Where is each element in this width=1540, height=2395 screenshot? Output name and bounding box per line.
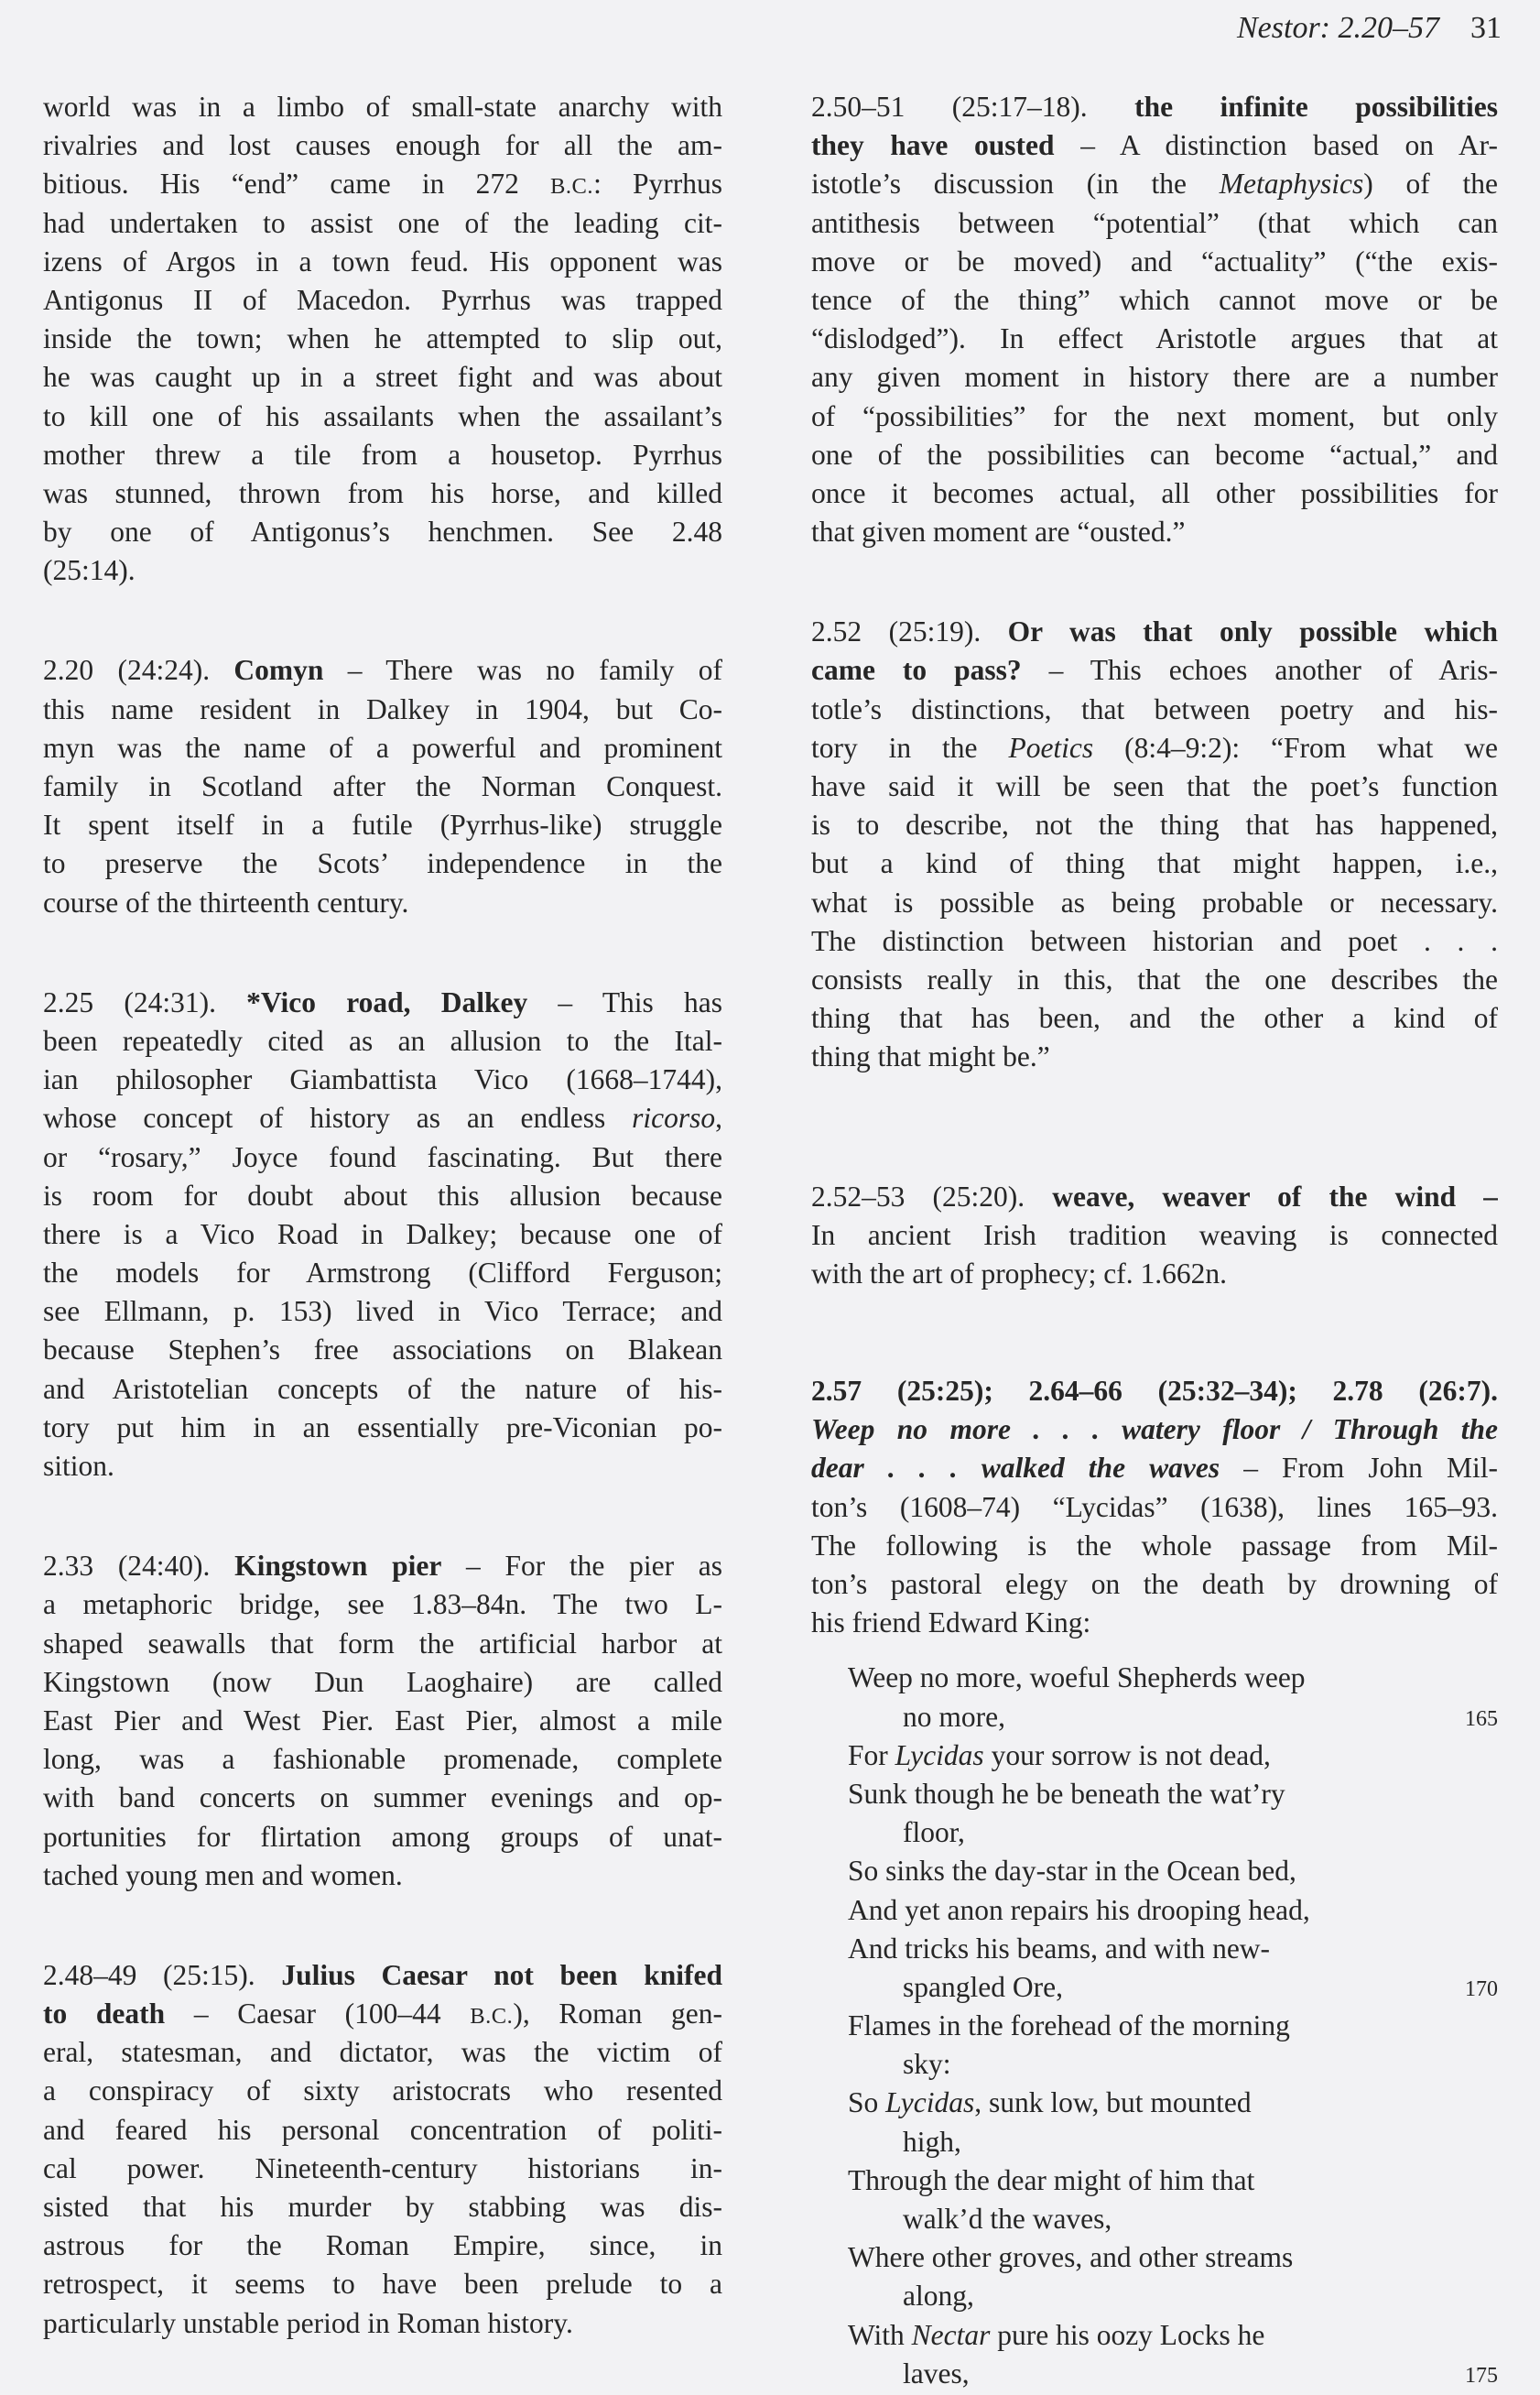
text-line: have said it will be seen that the poet’s function [811, 770, 1498, 802]
note-lemma: Comyn [233, 654, 324, 687]
poem-line [811, 1775, 1498, 1813]
italic-term: ricorso [632, 1102, 716, 1135]
poem-line-number: 165 [1465, 1706, 1498, 1731]
poem-line [811, 2084, 1498, 2122]
text-line: a conspiracy of sixty aristocrats who resented [43, 2074, 722, 2107]
text-run: – There was no family of [323, 654, 722, 687]
poem-line [811, 1891, 1498, 1930]
text-run: whose concept of history as an endless [43, 1102, 633, 1135]
text-line: tached young men and women. [43, 1858, 403, 1891]
text-line: his friend Edward King: [811, 1606, 1091, 1639]
text-line: sition. [43, 1450, 114, 1482]
text-run: sky: [903, 2048, 951, 2081]
text-line: totle’s distinctions, that between poetry and his- [811, 692, 1498, 725]
text-run: : Pyrrhus [593, 168, 722, 201]
running-head [1237, 5, 1502, 51]
text-run: – Caesar (100–44 [165, 1998, 471, 2030]
note-lemma-continued: to death [43, 1998, 166, 2030]
note-entry-lycidas [811, 1372, 1498, 1642]
small-caps-era: B.C. [550, 174, 594, 200]
text-line: any given moment in history there are a number [811, 361, 1498, 394]
text-run: istotle’s discussion (in the [811, 168, 1220, 201]
poem-line [811, 1852, 1498, 1890]
text-line: what is possible as being probable or necessary. [811, 886, 1498, 919]
text-line: consists really in this, that the one describes the [811, 963, 1498, 996]
poem-line-number: 175 [1465, 2363, 1498, 2388]
right-column [811, 88, 1498, 2393]
text-line: eral, statesman, and dictator, was the victim of [43, 2036, 722, 2069]
text-line: family in Scotland after the Norman Conquest. [43, 770, 722, 802]
text-line: one of the possibilities can become “actual,” and [811, 438, 1498, 471]
poem-quotation [811, 1659, 1498, 2393]
note-lemma: weave, weaver of the wind – [1052, 1180, 1498, 1213]
poem-line-continuation [811, 2200, 1498, 2238]
poem-line [811, 1930, 1498, 1968]
text-line [43, 1099, 722, 1138]
poem-line-continuation [811, 1968, 1498, 2007]
text-line: this name resident in Dalkey in 1904, but Co- [43, 692, 722, 725]
text-run: And yet anon repairs his drooping head, [848, 1893, 1310, 1926]
text-line: astrous for the Roman Empire, since, in [43, 2229, 722, 2262]
text-run: So [848, 2086, 886, 2119]
text-run: Through the dear might of him that [848, 2163, 1255, 2196]
text-line: see Ellmann, p. 153) lived in Vico Terrace; and [43, 1295, 722, 1328]
text-line: thing that has been, and the other a kind of [811, 1002, 1498, 1035]
text-line: In ancient Irish tradition weaving is connected [811, 1218, 1498, 1251]
text-line: and feared his personal concentration of politi- [43, 2113, 722, 2146]
text-run: – This has [527, 985, 722, 1018]
text-line: retrospect, it seems to have been prelude to a [43, 2268, 722, 2301]
text-run: no more, [903, 1700, 1005, 1733]
text-run: So sinks the day-star in the Ocean bed, [848, 1855, 1296, 1888]
text-run: bitious. His “end” came in 272 [43, 168, 551, 201]
text-run: laves, [903, 2357, 970, 2390]
text-run: – This echoes another of Aris- [1021, 654, 1498, 687]
text-line: once it becomes actual, all other possibilities for [811, 476, 1498, 509]
italic-title: Metaphysics [1219, 168, 1364, 201]
text-run: Sunk though he be beneath the wat’ry [848, 1777, 1285, 1810]
text-line: sisted that his murder by stabbing was dis- [43, 2191, 722, 2223]
text-run: With [848, 2318, 912, 2351]
poem-line-number: 170 [1465, 1976, 1498, 2001]
note-ref: 2.57 (25:25); 2.64–66 (25:32–34); 2.78 (26:7). [811, 1375, 1498, 1408]
continuation-paragraph [43, 88, 722, 590]
italic-name: Lycidas [885, 2086, 975, 2119]
text-line: by one of Antigonus’s henchmen. See 2.48 [43, 516, 722, 549]
note-lemma: *Vico road, Dalkey [246, 985, 528, 1018]
text-line: had undertaken to assist one of the leading cit- [43, 206, 722, 239]
note-ref: 2.52 (25:19). [811, 615, 981, 648]
note-lemma: Julius Caesar not been knifed [281, 1958, 722, 1991]
poem-line [811, 1736, 1498, 1775]
text-line: (25:14). [43, 554, 136, 587]
text-line: portunities for flirtation among groups of unat- [43, 1820, 722, 1853]
page-number: 31 [1470, 11, 1502, 45]
note-lemma: the infinite possibilities [1134, 91, 1498, 123]
note-entry-comyn [43, 651, 722, 921]
text-run: pure his oozy Locks he [990, 2318, 1265, 2351]
text-run: , sunk low, but mounted [974, 2086, 1252, 2119]
text-line: that given moment are “ousted.” [811, 516, 1186, 549]
text-line [811, 729, 1498, 767]
text-run: – For the pier as [441, 1550, 722, 1583]
poem-line-continuation [811, 2123, 1498, 2161]
italic-title: Poetics [1008, 731, 1094, 764]
text-line: The distinction between historian and poet . . . [811, 924, 1498, 957]
text-line: been repeatedly cited as an allusion to the Ital- [43, 1024, 722, 1057]
text-line: rivalries and lost causes enough for all the am- [43, 129, 722, 162]
note-entry-vico-road [43, 984, 722, 1486]
text-run: your sorrow is not dead, [983, 1738, 1271, 1771]
poem-line [811, 2238, 1498, 2277]
text-line: antithesis between “potential” (that which can [811, 206, 1498, 239]
text-run: For [848, 1738, 895, 1771]
text-line: tence of the thing” which cannot move or be [811, 283, 1498, 316]
text-line: cal power. Nineteenth-century historians in- [43, 2151, 722, 2184]
text-run: ) of the [1363, 168, 1498, 201]
small-caps-era: B.C. [470, 2004, 514, 2030]
italic-name: Lycidas [895, 1738, 984, 1771]
poem-line-continuation [811, 2277, 1498, 2315]
text-line: because Stephen’s free associations on Blakean [43, 1334, 722, 1366]
note-ref: 2.20 (24:24). [43, 654, 211, 687]
text-run: Where other groves, and other streams [848, 2241, 1294, 2274]
text-line: ian philosopher Giambattista Vico (1668–1744), [43, 1063, 722, 1096]
text-line: to kill one of his assailants when the assailant’s [43, 399, 722, 432]
poem-line [811, 2161, 1498, 2200]
text-line: he was caught up in a street fight and was about [43, 361, 722, 394]
text-line: the models for Armstrong (Clifford Ferguson; [43, 1257, 722, 1290]
text-line: Antigonus II of Macedon. Pyrrhus was trapped [43, 283, 722, 316]
text-line: world was in a limbo of small-state anarchy with [43, 91, 722, 123]
note-ref: 2.52–53 (25:20). [811, 1180, 1025, 1213]
text-line: It spent itself in a futile (Pyrrhus-like) struggle [43, 809, 722, 842]
poem-line [811, 2007, 1498, 2045]
note-lemma-continued: came to pass? [811, 654, 1022, 687]
note-lemma: Or was that only possible which [1007, 615, 1498, 648]
text-line: is room for doubt about this allusion because [43, 1179, 722, 1212]
text-run: ), Roman gen- [513, 1998, 722, 2030]
text-line: izens of Argos in a town feud. His opponent was [43, 245, 722, 278]
text-line: a metaphoric bridge, see 1.83–84n. The two L- [43, 1588, 722, 1621]
text-line: long, was a fashionable promenade, complete [43, 1743, 722, 1776]
text-line: Kingstown (now Dun Laoghaire) are called [43, 1665, 722, 1698]
text-line: was stunned, thrown from his horse, and killed [43, 476, 722, 509]
note-lemma: Weep no more . . . watery floor / Through the [811, 1413, 1498, 1446]
note-entry-weaver-of-the-wind [811, 1178, 1498, 1294]
text-line: to preserve the Scots’ independence in the [43, 847, 722, 880]
text-line: mother threw a tile from a housetop. Pyrrhus [43, 438, 722, 471]
note-lemma: Kingstown pier [234, 1550, 442, 1583]
text-run: Weep no more, woeful Shepherds weep [848, 1661, 1306, 1694]
note-entry-kingstown-pier [43, 1547, 722, 1895]
text-run: (8:4–9:2): “From what we [1093, 731, 1498, 764]
text-line: thing that might be.” [811, 1040, 1050, 1073]
note-lemma-continued: they have ousted [811, 129, 1055, 162]
text-run: walk’d the waves, [903, 2203, 1112, 2235]
text-run: tory in the [811, 731, 1009, 764]
text-run: And tricks his beams, and with new- [848, 1932, 1271, 1965]
text-line: shaped seawalls that form the artificial harbor at [43, 1627, 722, 1660]
note-ref: 2.25 (24:31). [43, 985, 216, 1018]
text-run: along, [903, 2280, 974, 2313]
note-entry-julius-caesar [43, 1956, 722, 2343]
running-head-title: Nestor: 2.20–57 [1237, 11, 1439, 45]
text-line: but a kind of thing that might happen, i.e., [811, 847, 1498, 880]
text-line: of “possibilities” for the next moment, but only [811, 399, 1498, 432]
text-run: spangled Ore, [903, 1970, 1063, 2003]
text-run: high, [903, 2125, 961, 2158]
text-line: or “rosary,” Joyce found fascinating. But there [43, 1140, 722, 1173]
text-line: particularly unstable period in Roman history. [43, 2306, 573, 2339]
text-line: myn was the name of a powerful and prominent [43, 731, 722, 764]
text-line: “dislodged”). In effect Aristotle argues that at [811, 322, 1498, 355]
text-run: , [715, 1102, 722, 1135]
text-run: Flames in the forehead of the morning [848, 2009, 1290, 2042]
poem-line-continuation [811, 1813, 1498, 1852]
text-line: there is a Vico Road in Dalkey; because one of [43, 1217, 722, 1250]
note-lemma-continued: dear . . . walked the waves [811, 1452, 1220, 1485]
text-line: course of the thirteenth century. [43, 886, 409, 919]
poem-line-continuation [811, 2355, 1498, 2393]
text-line: tory put him in an essentially pre-Viconian po- [43, 1410, 722, 1443]
left-column [43, 88, 722, 2343]
poem-line-continuation [811, 2045, 1498, 2084]
text-line: with the art of prophecy; cf. 1.662n. [811, 1257, 1227, 1290]
text-run: – From John Mil- [1220, 1452, 1498, 1485]
note-entry-only-possible [811, 613, 1498, 1076]
text-line: ton’s pastoral elegy on the death by drowning of [811, 1568, 1498, 1600]
italic-name: Nectar [911, 2318, 991, 2351]
note-ref: 2.48–49 (25:15). [43, 1958, 255, 1991]
text-run: – A distinction based on Ar- [1054, 129, 1498, 162]
note-entry-infinite-possibilities [811, 88, 1498, 551]
poem-line [811, 1659, 1498, 1697]
text-line [811, 165, 1498, 203]
note-ref: 2.50–51 (25:17–18). [811, 91, 1088, 123]
text-line: ton’s (1608–74) “Lycidas” (1638), lines 165–93. [811, 1490, 1498, 1523]
text-line: East Pier and West Pier. East Pier, almost a mile [43, 1704, 722, 1736]
text-line: The following is the whole passage from Mil- [811, 1529, 1498, 1562]
poem-line [811, 2316, 1498, 2355]
text-line: move or be moved) and “actuality” (“the exis- [811, 245, 1498, 278]
text-run: floor, [903, 1816, 965, 1849]
text-line: with band concerts on summer evenings and op- [43, 1781, 722, 1814]
text-line: is to describe, not the thing that has happened, [811, 809, 1498, 842]
text-line: inside the town; when he attempted to slip out, [43, 322, 722, 355]
poem-line-continuation [811, 1698, 1498, 1736]
text-line: and Aristotelian concepts of the nature of his- [43, 1372, 722, 1405]
text-line [43, 165, 722, 203]
note-ref: 2.33 (24:40). [43, 1550, 211, 1583]
